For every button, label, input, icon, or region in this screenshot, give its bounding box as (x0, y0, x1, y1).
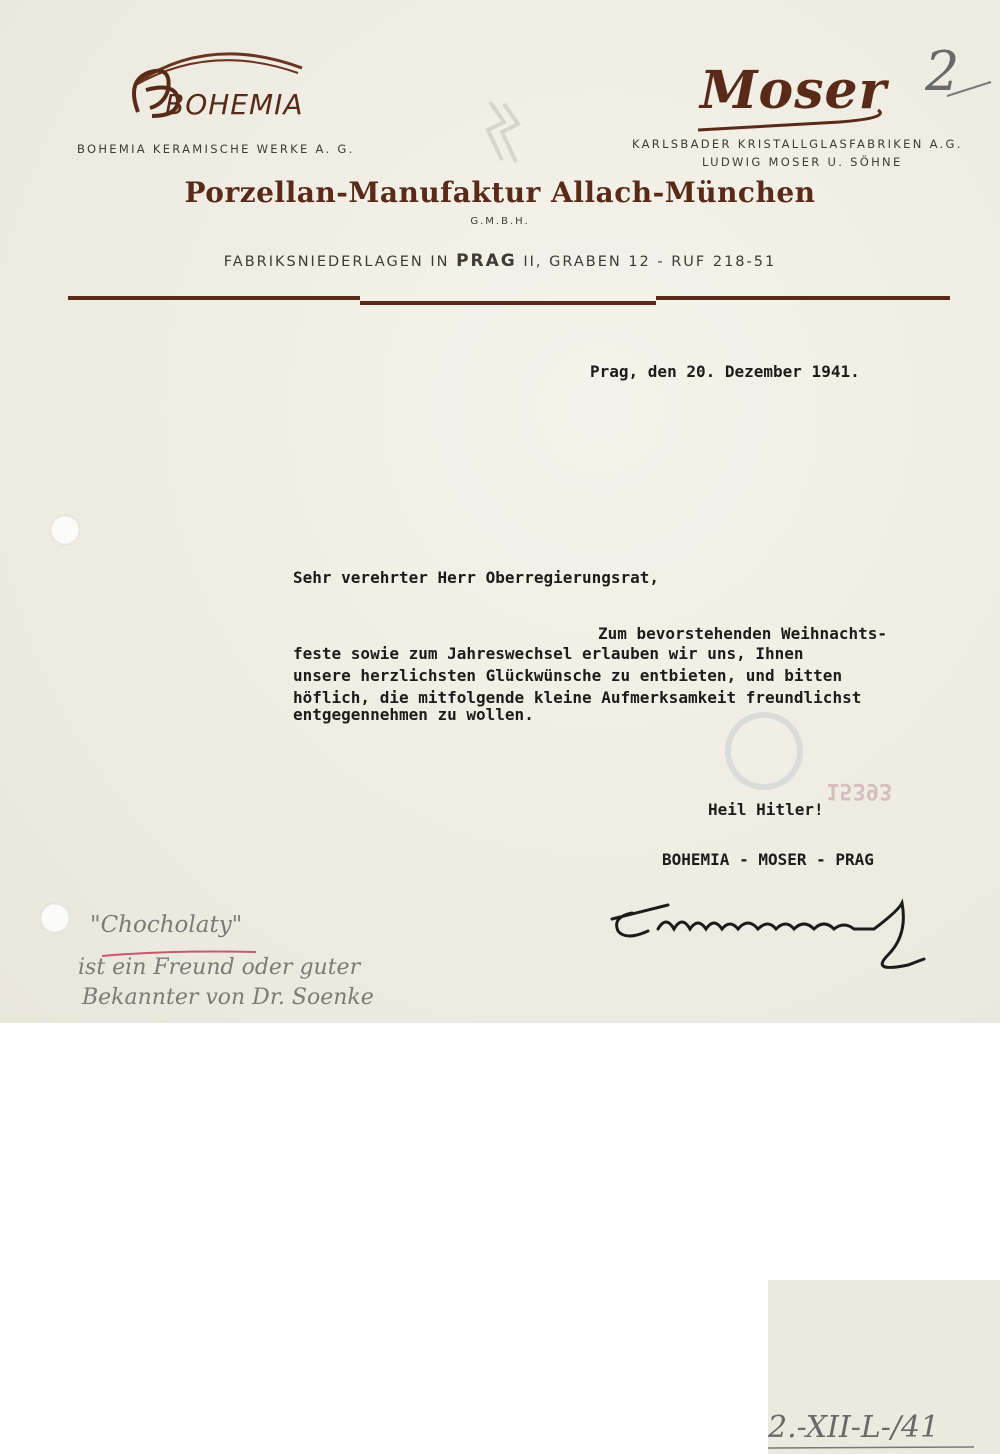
pencil-note-line-1: "Chocholaty" (90, 912, 243, 938)
letter-salutation: Sehr verehrter Herr Oberregierungsrat, (293, 568, 660, 587)
punch-hole-lower (40, 903, 70, 933)
letter-body-line-3: unsere herzlichsten Glückwünsche zu entbieten, und bitten (293, 666, 843, 685)
page-number-annotation: 2 (925, 40, 960, 103)
letter-body-line-5: entgegennehmen zu wollen. (293, 705, 534, 724)
letterhead-rule (68, 294, 950, 308)
manufaktur-subtitle: G.M.B.H. (470, 216, 530, 227)
letter-body-line-2: feste sowie zum Jahreswechsel erlauben wir uns, Ihnen (293, 644, 804, 663)
bohemia-company-name: BOHEMIA KERAMISCHE WERKE A. G. (77, 142, 355, 156)
moser-company-line1: KARLSBADER KRISTALLGLASFABRIKEN A.G. (632, 137, 963, 151)
annotation-stroke (945, 80, 995, 100)
letter-sender: BOHEMIA - MOSER - PRAG (662, 850, 874, 869)
letter-closing: Heil Hitler! (708, 800, 824, 819)
embossed-runes (482, 100, 522, 170)
corner-note: 2.-XII-L-/41 (768, 1410, 940, 1445)
address-city: PRAG (456, 251, 517, 271)
registration-stamp (725, 712, 803, 790)
stamp-number: 15393 (826, 778, 893, 803)
signature (608, 895, 938, 985)
address-rest: II, GRABEN 12 - RUF 218-51 (523, 254, 777, 270)
pencil-note-line-3: Bekannter von Dr. Soenke (82, 985, 374, 1010)
moser-logo-underline (690, 108, 910, 138)
manufaktur-title: Porzellan-Manufaktur Allach-München (184, 176, 816, 209)
address-line (0, 251, 1000, 271)
corner-note-underline (768, 1444, 978, 1452)
punch-hole-upper (50, 515, 80, 545)
letter-date: Prag, den 20. Dezember 1941. (590, 362, 860, 381)
corner-fragment (768, 1280, 1000, 1454)
address-prefix: FABRIKSNIEDERLAGEN IN (223, 254, 450, 270)
letter-body-line-1: Zum bevorstehenden Weihnachts- (598, 624, 887, 643)
bohemia-logo-text: BOHEMIA (165, 88, 304, 121)
moser-logo-text: Moser (700, 60, 887, 121)
pencil-note-line-2: ist ein Freund oder guter (78, 955, 361, 980)
letter-body-line-4: höflich, die mitfolgende kleine Aufmerksamkeit freundlichst (293, 688, 862, 707)
moser-company-line2: LUDWIG MOSER U. SÖHNE (702, 155, 903, 169)
